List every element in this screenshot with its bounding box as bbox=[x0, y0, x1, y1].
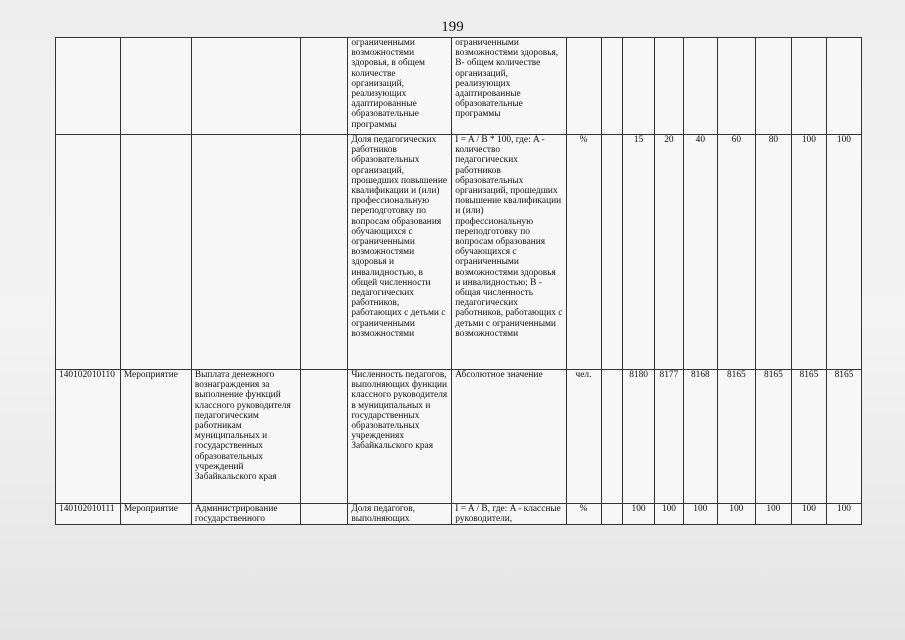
type-cell bbox=[120, 38, 191, 135]
indicator-cell: Доля педагогических работников образовательных организаций, прошедших повышение квалификации и (или) профессиональную переподготовку по вопросам образования обучающихся с ограниченными возможностями здоровья и инвалидностью, в общей численности педагогических работников, работающих с детьми с ограниченными возможностями bbox=[348, 135, 452, 370]
value-cell bbox=[791, 38, 826, 135]
unit-cell bbox=[566, 38, 601, 135]
value-cell: 8165 bbox=[791, 370, 826, 504]
formula-cell: I = A / B, где: A - классные руководители, bbox=[452, 504, 566, 525]
value-cell: 40 bbox=[683, 135, 717, 370]
indicator-cell: ограниченными возможностями здоровья, в общем количестве организаций, реализующих адаптированные образовательные программы bbox=[348, 38, 452, 135]
indicator-cell: Численность педагогов, выполняющих функции классного руководителя в муниципальных и государственных образовательных учреждениях Забайкальского края bbox=[348, 370, 452, 504]
empty-cell bbox=[300, 504, 347, 525]
value-cell bbox=[655, 38, 684, 135]
value-cell: 100 bbox=[683, 504, 717, 525]
empty-cell bbox=[601, 135, 623, 370]
formula-cell: ограниченными возможностями здоровья, В- общем количестве организаций, реализующих адаптированные образовательные программы bbox=[452, 38, 566, 135]
value-cell bbox=[755, 38, 791, 135]
program-table bbox=[55, 37, 862, 525]
value-cell bbox=[623, 38, 655, 135]
table-row bbox=[56, 370, 862, 504]
value-cell: 8165 bbox=[826, 370, 861, 504]
formula-cell: I = A / B * 100, где: A - количество педагогических работников образовательных организаций, прошедших повышение квалификации и (или) профессиональную переподготовку по вопросам образования обучающихся с ограниченными возможностями здоровья и инвалидностью; B - общая численность педагогических работников, работающих с детьми с ограниченными возможностями bbox=[452, 135, 566, 370]
value-cell: 8177 bbox=[655, 370, 684, 504]
table-row bbox=[56, 504, 862, 525]
page-number: 199 bbox=[441, 19, 464, 35]
unit-cell: чел. bbox=[566, 370, 601, 504]
value-cell: 100 bbox=[826, 504, 861, 525]
value-cell: 100 bbox=[717, 504, 755, 525]
empty-cell bbox=[300, 38, 347, 135]
value-cell: 8168 bbox=[683, 370, 717, 504]
value-cell: 20 bbox=[655, 135, 684, 370]
formula-cell: Абсолютное значение bbox=[452, 370, 566, 504]
code-cell: 140102010111 bbox=[56, 504, 121, 525]
value-cell: 100 bbox=[755, 504, 791, 525]
value-cell bbox=[683, 38, 717, 135]
empty-cell bbox=[601, 370, 623, 504]
value-cell: 100 bbox=[826, 135, 861, 370]
value-cell: 100 bbox=[791, 504, 826, 525]
value-cell: 100 bbox=[623, 504, 655, 525]
name-cell bbox=[191, 38, 300, 135]
type-cell: Мероприятие bbox=[120, 504, 191, 525]
value-cell bbox=[826, 38, 861, 135]
table-row bbox=[56, 38, 862, 135]
indicator-cell: Доля педагогов, выполняющих bbox=[348, 504, 452, 525]
empty-cell bbox=[601, 38, 623, 135]
unit-cell: % bbox=[566, 504, 601, 525]
empty-cell bbox=[300, 370, 347, 504]
type-cell: Мероприятие bbox=[120, 370, 191, 504]
value-cell: 60 bbox=[717, 135, 755, 370]
empty-cell bbox=[601, 504, 623, 525]
unit-cell: % bbox=[566, 135, 601, 370]
code-cell bbox=[56, 38, 121, 135]
name-cell bbox=[191, 135, 300, 370]
value-cell: 8180 bbox=[623, 370, 655, 504]
value-cell: 8165 bbox=[717, 370, 755, 504]
table-row bbox=[56, 135, 862, 370]
value-cell: 15 bbox=[623, 135, 655, 370]
type-cell bbox=[120, 135, 191, 370]
name-cell: Выплата денежного вознаграждения за выполнение функций классного руководителя педагогическим работникам муниципальных и государственных образовательных учреждений Забайкальского края bbox=[191, 370, 300, 504]
name-cell: Администрирование государственного bbox=[191, 504, 300, 525]
empty-cell bbox=[300, 135, 347, 370]
code-cell bbox=[56, 135, 121, 370]
code-cell: 140102010110 bbox=[56, 370, 121, 504]
value-cell bbox=[717, 38, 755, 135]
value-cell: 8165 bbox=[755, 370, 791, 504]
value-cell: 100 bbox=[791, 135, 826, 370]
value-cell: 100 bbox=[655, 504, 684, 525]
value-cell: 80 bbox=[755, 135, 791, 370]
